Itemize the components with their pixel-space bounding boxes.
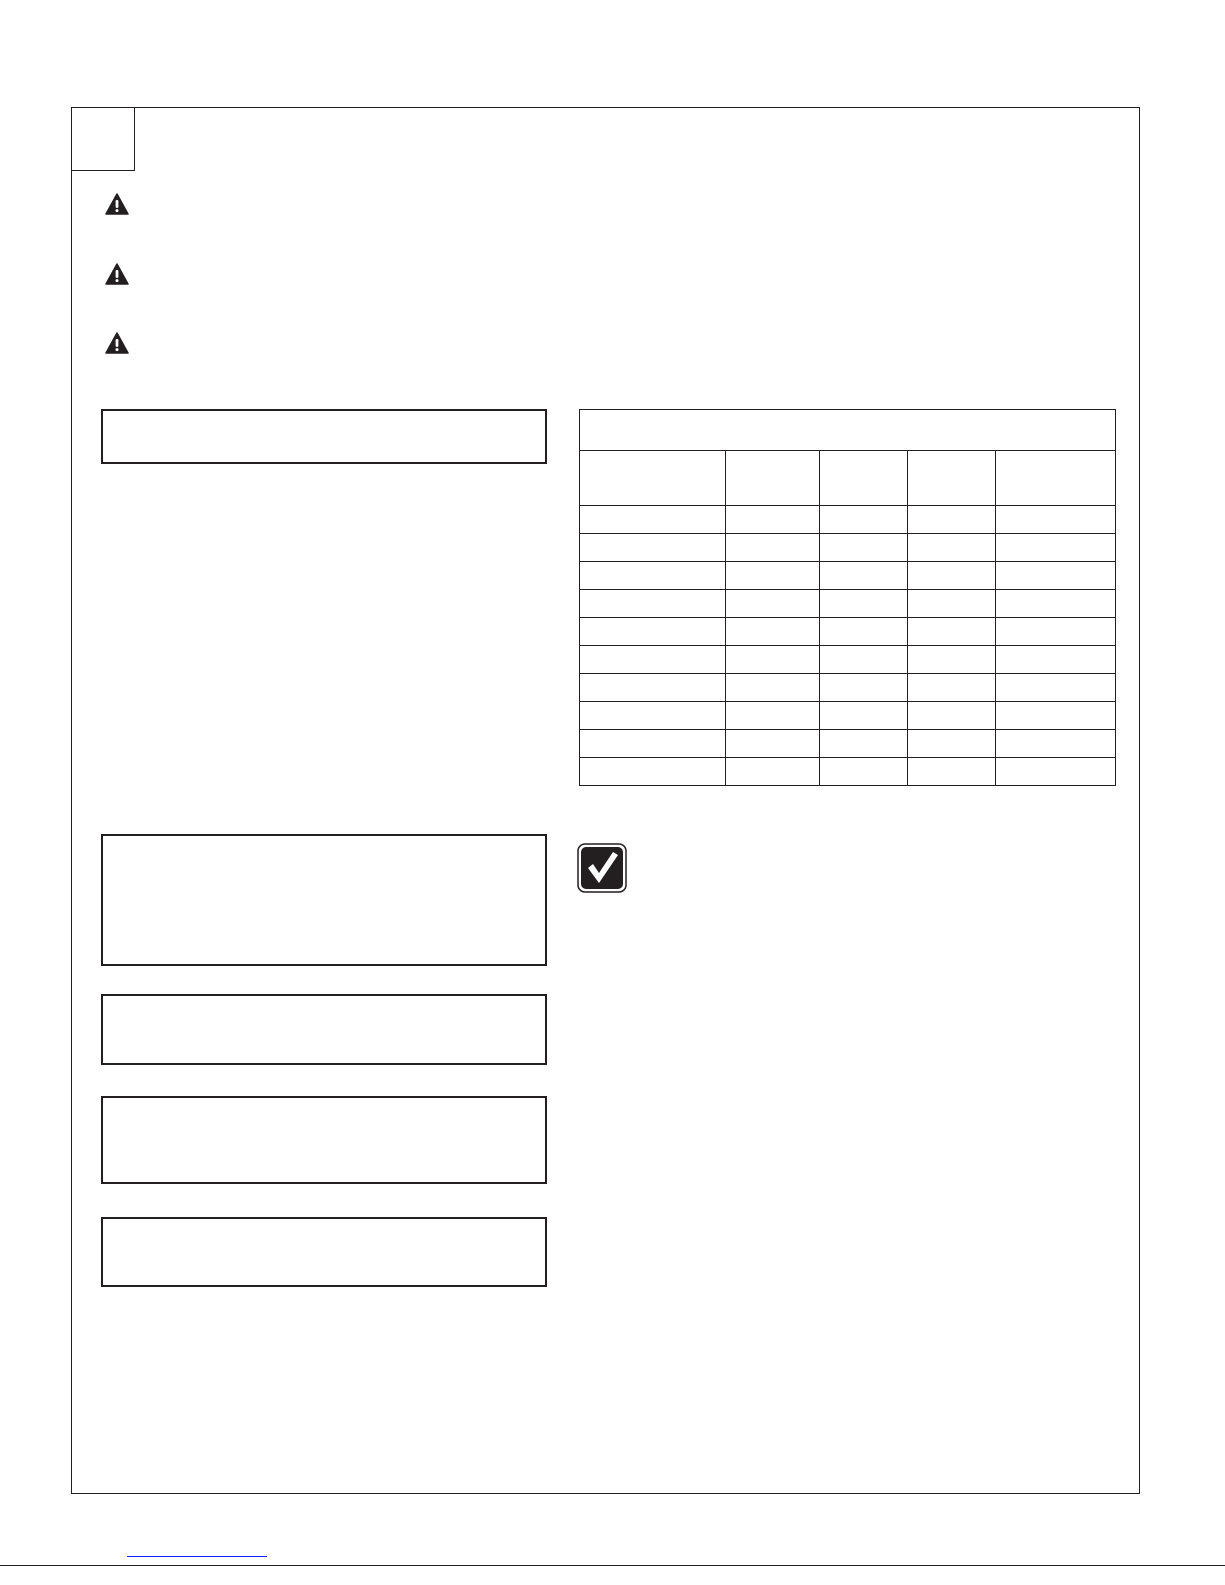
warning-triangle-icon <box>105 332 129 354</box>
table-row <box>580 758 1116 786</box>
table-cell <box>996 562 1116 590</box>
table-cell <box>996 534 1116 562</box>
table-row <box>580 534 1116 562</box>
table-cell <box>580 618 726 646</box>
table-row <box>580 702 1116 730</box>
table-cell <box>908 506 996 534</box>
table-cell <box>726 506 820 534</box>
table-title-cell <box>580 410 1116 451</box>
table-cell <box>726 702 820 730</box>
table-header-cell <box>726 451 820 506</box>
callout-box <box>101 1217 547 1287</box>
table-cell <box>820 534 908 562</box>
table-cell <box>996 674 1116 702</box>
table-cell <box>726 618 820 646</box>
table-cell <box>820 590 908 618</box>
table-row <box>580 674 1116 702</box>
callout-box <box>101 1096 547 1184</box>
table-cell <box>908 730 996 758</box>
table-header-cell <box>820 451 908 506</box>
table-row <box>580 646 1116 674</box>
table-cell <box>820 618 908 646</box>
table-cell <box>908 646 996 674</box>
table-cell <box>908 758 996 786</box>
table-cell <box>580 702 726 730</box>
table-cell <box>726 590 820 618</box>
table-cell <box>820 506 908 534</box>
table-cell <box>726 730 820 758</box>
callout-box <box>101 834 547 966</box>
table-row <box>580 562 1116 590</box>
table-cell <box>580 506 726 534</box>
table-cell <box>908 702 996 730</box>
table-cell <box>996 506 1116 534</box>
table-cell <box>580 646 726 674</box>
table-cell <box>996 590 1116 618</box>
table-cell <box>580 562 726 590</box>
table-cell <box>908 618 996 646</box>
table-cell <box>820 730 908 758</box>
table-cell <box>996 618 1116 646</box>
table-cell <box>580 674 726 702</box>
table-cell <box>580 758 726 786</box>
table-row <box>580 730 1116 758</box>
warning-triangle-icon <box>105 193 129 215</box>
table-cell <box>996 646 1116 674</box>
table-cell <box>908 674 996 702</box>
check-mark-icon <box>577 843 627 893</box>
table-title-row <box>580 410 1116 451</box>
table-row <box>580 506 1116 534</box>
table-cell <box>820 702 908 730</box>
table-row <box>580 618 1116 646</box>
specification-table <box>579 409 1116 786</box>
table-cell <box>726 562 820 590</box>
table-header-cell <box>580 451 726 506</box>
table-cell <box>996 702 1116 730</box>
table-row <box>580 590 1116 618</box>
table-cell <box>820 562 908 590</box>
table-header-row <box>580 451 1116 506</box>
footer-link-underline[interactable] <box>127 1556 267 1557</box>
page-bottom-rule <box>0 1565 1225 1566</box>
table-cell <box>908 562 996 590</box>
table-cell <box>580 590 726 618</box>
table-cell <box>726 758 820 786</box>
table-header-cell <box>908 451 996 506</box>
callout-box <box>101 994 547 1065</box>
callout-box <box>101 409 547 464</box>
table-cell <box>996 730 1116 758</box>
step-number-box <box>71 107 135 171</box>
table-cell <box>726 646 820 674</box>
table-cell <box>726 674 820 702</box>
table-cell <box>820 758 908 786</box>
table-cell <box>996 758 1116 786</box>
table-cell <box>580 534 726 562</box>
warning-triangle-icon <box>105 263 129 285</box>
table-cell <box>908 534 996 562</box>
table-cell <box>820 674 908 702</box>
table-cell <box>580 730 726 758</box>
table-cell <box>820 646 908 674</box>
table-cell <box>908 590 996 618</box>
table-cell <box>726 534 820 562</box>
table-header-cell <box>996 451 1116 506</box>
